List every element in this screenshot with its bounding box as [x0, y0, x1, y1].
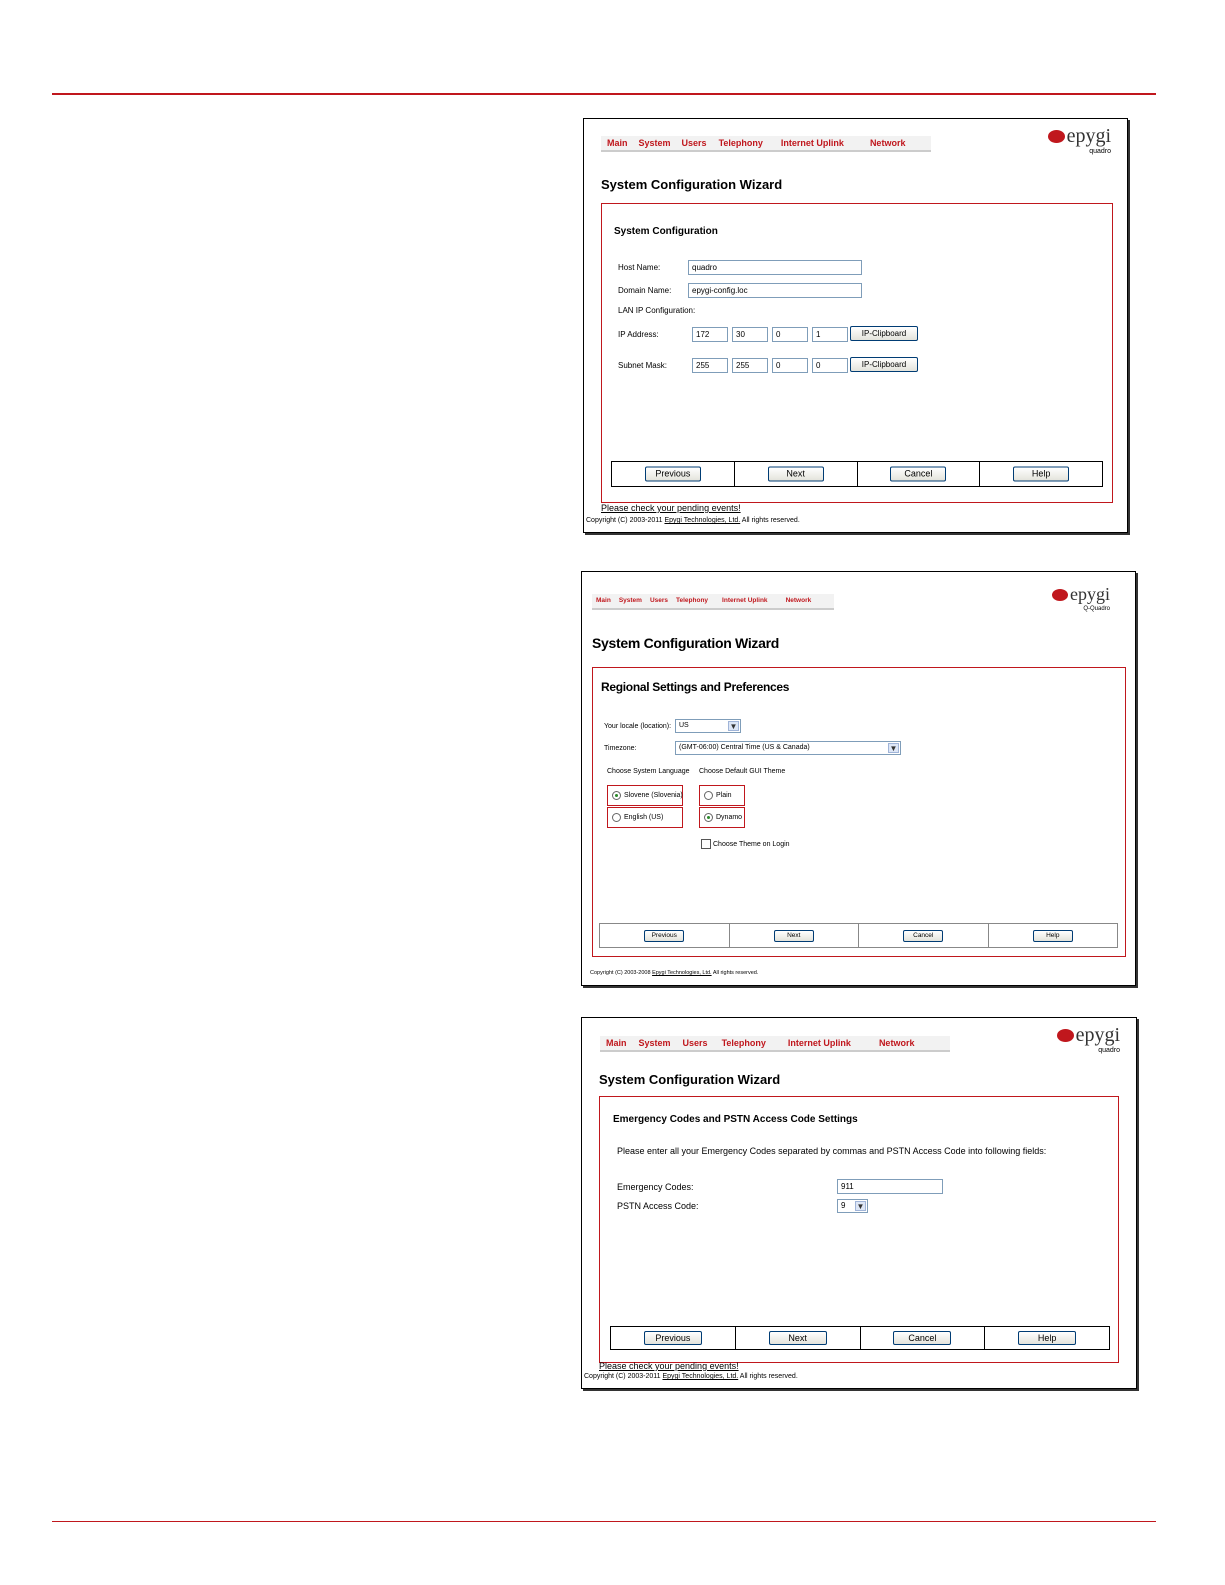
language-option-label: Slovene (Slovenia): [624, 792, 683, 799]
mask-octet-1[interactable]: 255: [692, 358, 728, 373]
wizard-panel: [601, 203, 1113, 503]
choose-theme-checkbox[interactable]: [701, 839, 790, 849]
pending-events-link[interactable]: Please check your pending events!: [599, 1361, 739, 1371]
copyright: [590, 970, 758, 976]
footer-rule: [52, 1521, 1156, 1522]
dropdown-arrow-icon: ▼: [889, 744, 898, 753]
help-button[interactable]: Help: [1033, 930, 1073, 942]
ip-octet-2[interactable]: 30: [732, 327, 768, 342]
ip-octet-4[interactable]: 1: [812, 327, 848, 342]
wizard-button-bar: [611, 461, 1103, 487]
header-rule: [52, 93, 1156, 95]
menu-telephony[interactable]: Telephony: [718, 138, 763, 148]
menu-users[interactable]: Users: [649, 597, 669, 604]
help-button[interactable]: Help: [1013, 467, 1069, 482]
copyright-link[interactable]: Epygi Technologies, Ltd.: [664, 517, 741, 524]
wizard-panel: [592, 667, 1126, 957]
previous-button[interactable]: Previous: [644, 930, 684, 942]
language-option-label: English (US): [624, 814, 664, 821]
radio-icon: [704, 791, 713, 800]
checkbox-icon: [701, 839, 711, 849]
logo-swirl-icon: [1052, 589, 1068, 601]
pstn-access-code-select[interactable]: [837, 1199, 868, 1213]
timezone-select[interactable]: [675, 741, 901, 755]
wizard-panel: [599, 1096, 1119, 1363]
section-title: System Configuration: [614, 226, 718, 237]
menu-main[interactable]: Main: [607, 138, 628, 148]
menu-main[interactable]: Main: [596, 597, 611, 604]
copyright-suffix: All rights reserved.: [738, 1373, 798, 1380]
mask-clipboard-button[interactable]: IP-Clipboard: [850, 357, 918, 372]
menu-system[interactable]: System: [638, 138, 671, 148]
theme-option-label: Dynamo: [716, 814, 743, 821]
copyright-suffix: All rights reserved.: [740, 517, 800, 524]
logo-text: epygi: [1070, 584, 1110, 604]
cancel-button[interactable]: Cancel: [890, 467, 946, 482]
copyright-text: Copyright (C) 2003-2008: [590, 970, 653, 976]
wizard-button-bar: [610, 1326, 1110, 1350]
emergency-codes-label: Emergency Codes:: [617, 1182, 694, 1192]
menu-internet-uplink[interactable]: Internet Uplink: [722, 597, 768, 604]
theme-group-label: Choose Default GUI Theme: [699, 768, 786, 775]
menu-system[interactable]: System: [638, 1038, 671, 1048]
main-menu: [600, 1036, 950, 1052]
menu-users[interactable]: Users: [682, 1038, 708, 1048]
help-button[interactable]: Help: [1018, 1331, 1076, 1345]
previous-button[interactable]: Previous: [644, 1331, 702, 1345]
main-menu: [592, 594, 834, 610]
pstn-access-code-label: PSTN Access Code:: [617, 1201, 699, 1211]
copyright-link[interactable]: Epygi Technologies, Ltd.: [662, 1373, 739, 1380]
subnet-mask-label: Subnet Mask:: [618, 361, 667, 370]
menu-telephony[interactable]: Telephony: [676, 597, 709, 604]
timezone-value: (GMT-06:00) Central Time (US & Canada): [679, 744, 810, 751]
copyright-text: Copyright (C) 2003-2011: [584, 1373, 663, 1380]
menu-network[interactable]: Network: [869, 138, 906, 148]
menu-system[interactable]: System: [618, 597, 642, 604]
menu-internet-uplink[interactable]: Internet Uplink: [780, 138, 844, 148]
domain-name-input[interactable]: epygi-config.loc: [688, 283, 862, 298]
language-option-english[interactable]: [607, 807, 683, 828]
page-title: System Configuration Wizard: [601, 177, 783, 192]
section-title: Regional Settings and Preferences: [601, 680, 790, 694]
next-button[interactable]: Next: [774, 930, 814, 942]
epygi-logo: [1057, 1024, 1120, 1054]
ip-clipboard-button[interactable]: IP-Clipboard: [850, 326, 918, 341]
menu-internet-uplink[interactable]: Internet Uplink: [787, 1038, 851, 1048]
logo-subtitle: Q-Quadro: [1083, 605, 1110, 612]
ip-octet-3[interactable]: 0: [772, 327, 808, 342]
screenshot-emergency-codes: [581, 1017, 1137, 1389]
section-title: Emergency Codes and PSTN Access Code Settings: [613, 1114, 858, 1125]
epygi-logo: [1048, 125, 1111, 155]
screenshot-regional-settings: [581, 571, 1136, 986]
menu-network[interactable]: Network: [878, 1038, 915, 1048]
menu-network[interactable]: Network: [785, 597, 812, 604]
host-name-label: Host Name:: [618, 263, 661, 272]
dropdown-arrow-icon: ▼: [856, 1202, 865, 1211]
copyright-link[interactable]: Epygi Technologies, Ltd.: [652, 970, 712, 976]
language-option-slovene[interactable]: [607, 785, 683, 806]
menu-telephony[interactable]: Telephony: [721, 1038, 766, 1048]
emergency-codes-input[interactable]: 911: [837, 1179, 943, 1194]
copyright-text: Copyright (C) 2003-2011: [586, 517, 665, 524]
copyright-suffix: All rights reserved.: [711, 970, 759, 976]
domain-name-label: Domain Name:: [618, 286, 672, 295]
logo-swirl-icon: [1057, 1029, 1074, 1042]
theme-option-plain[interactable]: [699, 785, 745, 806]
cancel-button[interactable]: Cancel: [893, 1331, 951, 1345]
page-title: System Configuration Wizard: [599, 1072, 781, 1087]
copyright: [584, 1373, 798, 1380]
radio-selected-icon: [704, 813, 713, 822]
theme-option-label: Plain: [716, 792, 732, 799]
dropdown-arrow-icon: ▼: [729, 722, 738, 731]
page-title: System Configuration Wizard: [592, 635, 780, 651]
epygi-logo: [1052, 584, 1110, 612]
host-name-input[interactable]: quadro: [688, 260, 862, 275]
menu-users[interactable]: Users: [681, 138, 707, 148]
logo-text: epygi: [1075, 1024, 1120, 1046]
cancel-button[interactable]: Cancel: [903, 930, 943, 942]
radio-selected-icon: [612, 791, 621, 800]
main-menu: [601, 136, 931, 152]
locale-select[interactable]: [675, 719, 741, 733]
menu-main[interactable]: Main: [606, 1038, 627, 1048]
logo-text: epygi: [1066, 125, 1111, 147]
logo-subtitle: quadro: [1098, 1047, 1120, 1054]
ip-octet-1[interactable]: 172: [692, 327, 728, 342]
pending-events-link[interactable]: Please check your pending events!: [601, 503, 741, 513]
mask-octet-4[interactable]: 0: [812, 358, 848, 373]
lan-ip-label: LAN IP Configuration:: [618, 306, 696, 315]
previous-button[interactable]: Previous: [645, 467, 701, 482]
pstn-access-code-value: 9: [841, 1201, 846, 1210]
next-button[interactable]: Next: [768, 467, 824, 482]
logo-swirl-icon: [1048, 130, 1065, 143]
ip-address-label: IP Address:: [618, 330, 659, 339]
language-group-label: Choose System Language: [607, 768, 690, 775]
locale-value: US: [679, 722, 689, 729]
instruction-text: Please enter all your Emergency Codes separated by commas and PSTN Access Code into following fields:: [617, 1146, 1047, 1156]
logo-subtitle: quadro: [1089, 148, 1111, 155]
copyright: [586, 517, 800, 524]
next-button[interactable]: Next: [769, 1331, 827, 1345]
locale-label: Your locale (location):: [604, 723, 672, 730]
choose-theme-label: Choose Theme on Login: [713, 840, 790, 848]
mask-octet-2[interactable]: 255: [732, 358, 768, 373]
theme-option-dynamo[interactable]: [699, 807, 745, 828]
timezone-label: Timezone:: [604, 745, 637, 752]
wizard-button-bar: [599, 923, 1118, 948]
screenshot-system-configuration: [583, 118, 1128, 533]
radio-icon: [612, 813, 621, 822]
mask-octet-3[interactable]: 0: [772, 358, 808, 373]
